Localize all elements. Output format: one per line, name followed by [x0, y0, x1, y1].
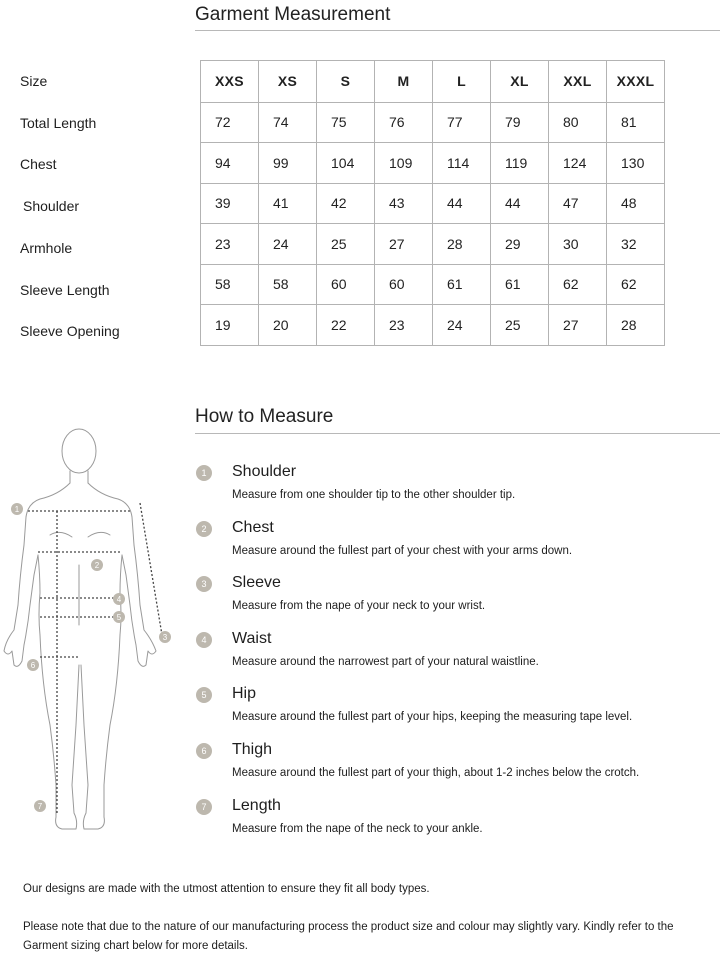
size-header-cell: XXS [201, 61, 259, 103]
table-cell: 41 [259, 183, 317, 224]
table-cell: 119 [491, 143, 549, 184]
how-to-measure-title: How to Measure [195, 406, 334, 427]
measurement-title: Garment Measurement [195, 4, 391, 25]
table-cell: 61 [433, 264, 491, 305]
size-header-cell: S [317, 61, 375, 103]
table-cell: 19 [201, 305, 259, 346]
step-number: 4 [196, 632, 212, 648]
row-label-sleeve-opening: Sleeve Opening [20, 323, 120, 339]
marker-1-label: 1 [14, 505, 20, 514]
marker-4-label: 4 [116, 595, 122, 604]
step-name: Waist [232, 630, 272, 647]
table-cell: 76 [375, 102, 433, 143]
step-number: 6 [196, 743, 212, 759]
body-figure [0, 425, 185, 845]
size-header-cell: L [433, 61, 491, 103]
table-cell: 24 [259, 224, 317, 265]
table-cell: 74 [259, 102, 317, 143]
table-cell: 28 [433, 224, 491, 265]
table-cell: 104 [317, 143, 375, 184]
step-name: Length [232, 797, 281, 814]
table-cell: 25 [491, 305, 549, 346]
table-cell: 124 [549, 143, 607, 184]
step-description: Measure around the fullest part of your hips, keeping the measuring tape level. [232, 711, 633, 723]
size-header-row [201, 61, 665, 103]
table-cell: 130 [607, 143, 665, 184]
table-cell: 28 [607, 305, 665, 346]
table-cell: 23 [201, 224, 259, 265]
step-description: Measure from the nape of your neck to your wrist. [232, 600, 486, 612]
row-label-sleeve-length: Sleeve Length [20, 282, 110, 298]
table-cell: 109 [375, 143, 433, 184]
step-name: Sleeve [232, 574, 281, 591]
step-number: 2 [196, 521, 212, 537]
footer-note-fit: Our designs are made with the utmost attention to ensure they fit all body types. [23, 883, 430, 895]
size-header-cell: XL [491, 61, 549, 103]
table-cell: 43 [375, 183, 433, 224]
table-cell: 94 [201, 143, 259, 184]
table-cell: 29 [491, 224, 549, 265]
marker-5-label: 5 [116, 613, 122, 622]
row-label-shoulder: Shoulder [23, 198, 80, 214]
table-cell: 25 [317, 224, 375, 265]
table-cell: 39 [201, 183, 259, 224]
measurement-lines [28, 503, 162, 815]
footer-note-variation: Please note that due to the nature of our manufacturing process the product size and colour may slightly vary. Kindly refer to the Garment sizing chart below for more details. [23, 921, 674, 952]
title-divider [195, 30, 720, 31]
table-cell: 62 [607, 264, 665, 305]
step-number: 7 [196, 799, 212, 815]
step-name: Shoulder [232, 463, 297, 480]
table-cell: 58 [201, 264, 259, 305]
table-cell: 22 [317, 305, 375, 346]
table-cell: 23 [375, 305, 433, 346]
marker-7-label: 7 [37, 802, 43, 811]
table-cell: 75 [317, 102, 375, 143]
size-header-cell: M [375, 61, 433, 103]
table-cell: 24 [433, 305, 491, 346]
table-row [201, 224, 665, 265]
table-cell: 79 [491, 102, 549, 143]
marker-3-label: 3 [162, 633, 168, 642]
table-cell: 58 [259, 264, 317, 305]
step-description: Measure around the fullest part of your chest with your arms down. [232, 545, 573, 557]
size-header-cell: XS [259, 61, 317, 103]
table-cell: 44 [433, 183, 491, 224]
step-number: 3 [196, 576, 212, 592]
table-cell: 42 [317, 183, 375, 224]
row-label-chest: Chest [20, 156, 57, 172]
step-description: Measure around the narrowest part of your natural waistline. [232, 656, 539, 668]
table-cell: 114 [433, 143, 491, 184]
table-cell: 80 [549, 102, 607, 143]
size-chart-table [200, 60, 665, 346]
step-name: Hip [232, 685, 257, 702]
step-number: 1 [196, 465, 212, 481]
step-description: Measure from the nape of the neck to your ankle. [232, 823, 483, 835]
step-name: Chest [232, 519, 274, 536]
marker-2-label: 2 [94, 561, 100, 570]
step-number: 5 [196, 687, 212, 703]
table-cell: 44 [491, 183, 549, 224]
row-label-armhole: Armhole [20, 240, 73, 256]
table-cell: 30 [549, 224, 607, 265]
step-description: Measure around the fullest part of your thigh, about 1-2 inches below the crotch. [232, 767, 640, 779]
how-to-divider [195, 433, 720, 434]
table-cell: 62 [549, 264, 607, 305]
table-cell: 77 [433, 102, 491, 143]
size-header-cell: XXL [549, 61, 607, 103]
table-cell: 61 [491, 264, 549, 305]
table-cell: 32 [607, 224, 665, 265]
table-cell: 27 [549, 305, 607, 346]
table-row [201, 183, 665, 224]
step-name: Thigh [232, 741, 273, 758]
body-outline [4, 429, 156, 829]
table-row [201, 143, 665, 184]
size-header-cell: XXXL [607, 61, 665, 103]
marker-6-label: 6 [30, 661, 36, 670]
table-cell: 60 [317, 264, 375, 305]
size-row-label: Size [20, 73, 48, 89]
table-cell: 48 [607, 183, 665, 224]
table-row [201, 264, 665, 305]
table-row [201, 102, 665, 143]
table-cell: 27 [375, 224, 433, 265]
row-label-total-length: Total Length [20, 115, 97, 131]
table-cell: 99 [259, 143, 317, 184]
table-cell: 47 [549, 183, 607, 224]
table-cell: 20 [259, 305, 317, 346]
table-cell: 60 [375, 264, 433, 305]
table-cell: 81 [607, 102, 665, 143]
table-cell: 72 [201, 102, 259, 143]
step-description: Measure from one shoulder tip to the other shoulder tip. [232, 489, 516, 501]
table-row [201, 305, 665, 346]
